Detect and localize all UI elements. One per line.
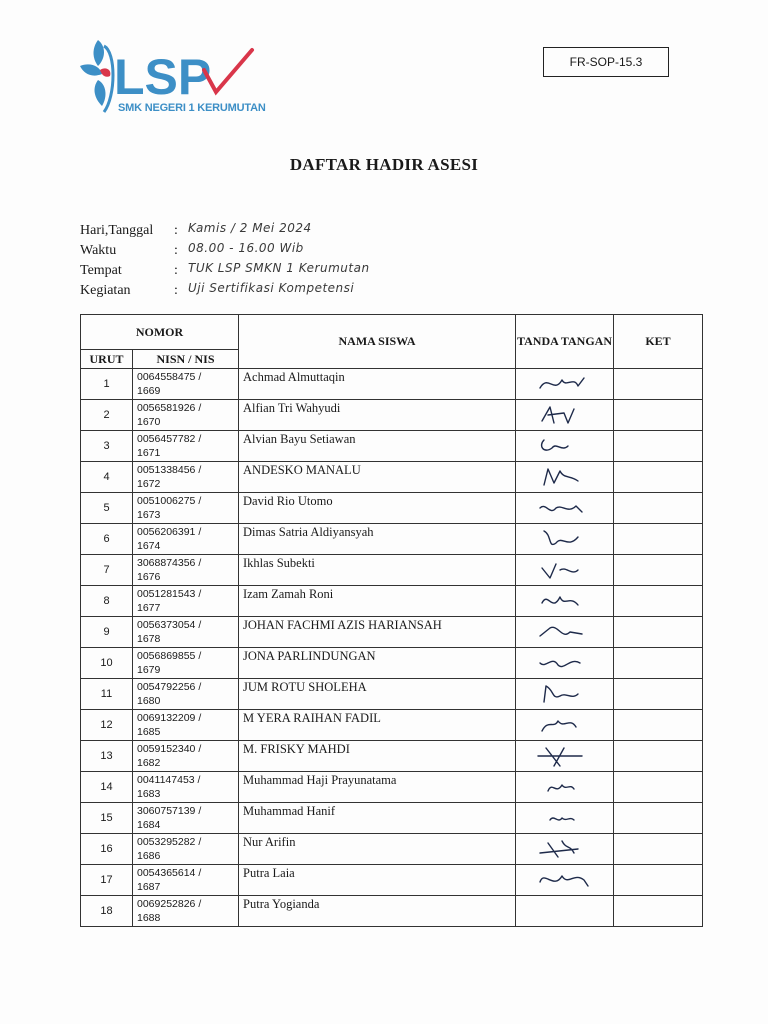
cell-signature bbox=[516, 679, 614, 710]
cell-urut: 3 bbox=[81, 431, 133, 462]
cell-nisn bbox=[133, 803, 239, 834]
cell-ket bbox=[614, 648, 703, 679]
cell-nisn bbox=[133, 617, 239, 648]
cell-nisn bbox=[133, 431, 239, 462]
nis-number: 1687 bbox=[137, 881, 161, 893]
nis-number: 1686 bbox=[137, 850, 161, 862]
nisn-number: 0056869855 / bbox=[137, 650, 202, 662]
cell-urut: 15 bbox=[81, 803, 133, 834]
nis-number: 1673 bbox=[137, 509, 161, 521]
header-nisn: NISN / NIS bbox=[133, 350, 239, 369]
signature-scribble bbox=[516, 680, 612, 708]
cell-urut: 12 bbox=[81, 710, 133, 741]
cell-nisn bbox=[133, 555, 239, 586]
cell-nisn bbox=[133, 896, 239, 927]
signature-scribble bbox=[516, 804, 612, 832]
signature-scribble bbox=[516, 835, 612, 863]
nisn-number: 0041147453 / bbox=[137, 774, 201, 786]
cell-ket bbox=[614, 431, 703, 462]
info-value-handwritten: Uji Sertifikasi Kompetensi bbox=[188, 281, 355, 295]
cell-student-name: David Rio Utomo bbox=[239, 493, 516, 524]
nis-number: 1682 bbox=[137, 757, 161, 769]
table-row bbox=[81, 865, 703, 896]
cell-student-name: Alfian Tri Wahyudi bbox=[239, 400, 516, 431]
cell-nisn bbox=[133, 586, 239, 617]
nis-number: 1688 bbox=[137, 912, 161, 924]
table-row bbox=[81, 586, 703, 617]
cell-ket bbox=[614, 369, 703, 400]
table-row bbox=[81, 679, 703, 710]
cell-ket bbox=[614, 896, 703, 927]
cell-ket bbox=[614, 617, 703, 648]
table-row bbox=[81, 648, 703, 679]
nis-number: 1685 bbox=[137, 726, 161, 738]
nisn-number: 0053295282 / bbox=[137, 836, 202, 848]
nis-number: 1677 bbox=[137, 602, 161, 614]
info-value-handwritten: 08.00 - 16.00 Wib bbox=[188, 241, 304, 255]
info-label: Kegiatan bbox=[80, 283, 131, 298]
info-value-handwritten: TUK LSP SMKN 1 Kerumutan bbox=[188, 261, 370, 275]
cell-signature bbox=[516, 741, 614, 772]
cell-student-name: M. FRISKY MAHDI bbox=[239, 741, 516, 772]
signature-scribble bbox=[516, 711, 612, 739]
lsp-logo bbox=[76, 36, 266, 122]
cell-ket bbox=[614, 586, 703, 617]
signature-scribble bbox=[516, 525, 612, 553]
table-row bbox=[81, 462, 703, 493]
cell-nisn bbox=[133, 741, 239, 772]
header-urut: URUT bbox=[81, 350, 133, 369]
cell-urut: 9 bbox=[81, 617, 133, 648]
nisn-number: 0051338456 / bbox=[137, 464, 202, 476]
nis-number: 1679 bbox=[137, 664, 161, 676]
cell-nisn bbox=[133, 648, 239, 679]
nis-number: 1671 bbox=[137, 447, 161, 459]
cell-nisn bbox=[133, 369, 239, 400]
cell-nisn bbox=[133, 400, 239, 431]
nisn-number: 0069252826 / bbox=[137, 898, 202, 910]
info-label: Waktu bbox=[80, 243, 117, 258]
signature-scribble bbox=[516, 463, 612, 491]
cell-ket bbox=[614, 493, 703, 524]
table-row bbox=[81, 896, 703, 927]
nisn-number: 0056581926 / bbox=[137, 402, 202, 414]
cell-ket bbox=[614, 555, 703, 586]
signature-scribble bbox=[516, 432, 612, 460]
cell-nisn bbox=[133, 772, 239, 803]
cell-student-name: ANDESKO MANALU bbox=[239, 462, 516, 493]
cell-urut: 10 bbox=[81, 648, 133, 679]
header-tanda: TANDA TANGAN bbox=[516, 315, 614, 369]
cell-urut: 16 bbox=[81, 834, 133, 865]
header-nama: NAMA SISWA bbox=[239, 315, 516, 369]
cell-nisn bbox=[133, 679, 239, 710]
cell-urut: 4 bbox=[81, 462, 133, 493]
cell-student-name: Muhammad Haji Prayunatama bbox=[239, 772, 516, 803]
cell-signature bbox=[516, 431, 614, 462]
nis-number: 1674 bbox=[137, 540, 161, 552]
nis-number: 1669 bbox=[137, 385, 161, 397]
cell-ket bbox=[614, 524, 703, 555]
nis-number: 1680 bbox=[137, 695, 161, 707]
cell-student-name: JUM ROTU SHOLEHA bbox=[239, 679, 516, 710]
cell-ket bbox=[614, 865, 703, 896]
cell-signature bbox=[516, 369, 614, 400]
nisn-number: 0064558475 / bbox=[137, 371, 202, 383]
table-row bbox=[81, 834, 703, 865]
cell-student-name: Putra Laia bbox=[239, 865, 516, 896]
table-row bbox=[81, 803, 703, 834]
table-row bbox=[81, 710, 703, 741]
info-label: Tempat bbox=[80, 263, 122, 278]
nisn-number: 0051281543 / bbox=[137, 588, 202, 600]
signature-scribble bbox=[516, 866, 612, 894]
table-row bbox=[81, 741, 703, 772]
header-ket: KET bbox=[614, 315, 703, 369]
cell-student-name: JONA PARLINDUNGAN bbox=[239, 648, 516, 679]
signature-scribble bbox=[516, 556, 612, 584]
cell-signature bbox=[516, 555, 614, 586]
nisn-number: 3068874356 / bbox=[137, 557, 202, 569]
cell-nisn bbox=[133, 462, 239, 493]
cell-nisn bbox=[133, 493, 239, 524]
signature-scribble bbox=[516, 742, 612, 770]
cell-urut: 5 bbox=[81, 493, 133, 524]
nis-number: 1670 bbox=[137, 416, 161, 428]
cell-student-name: Izam Zamah Roni bbox=[239, 586, 516, 617]
cell-ket bbox=[614, 679, 703, 710]
header-nomor: NOMOR bbox=[81, 315, 239, 350]
nisn-number: 0056457782 / bbox=[137, 433, 202, 445]
cell-student-name: JOHAN FACHMI AZIS HARIANSAH bbox=[239, 617, 516, 648]
nis-number: 1684 bbox=[137, 819, 161, 831]
signature-scribble bbox=[516, 649, 612, 677]
cell-urut: 8 bbox=[81, 586, 133, 617]
cell-ket bbox=[614, 462, 703, 493]
nis-number: 1672 bbox=[137, 478, 161, 490]
attendance-table bbox=[80, 314, 703, 927]
nis-number: 1676 bbox=[137, 571, 161, 583]
cell-urut: 2 bbox=[81, 400, 133, 431]
cell-urut: 6 bbox=[81, 524, 133, 555]
cell-nisn bbox=[133, 524, 239, 555]
nisn-number: 0069132209 / bbox=[137, 712, 202, 724]
cell-signature bbox=[516, 648, 614, 679]
table-row bbox=[81, 555, 703, 586]
cell-signature bbox=[516, 834, 614, 865]
nisn-number: 0059152340 / bbox=[137, 743, 202, 755]
cell-nisn bbox=[133, 710, 239, 741]
page-title: DAFTAR HADIR ASESI bbox=[289, 155, 479, 174]
nisn-number: 0051006275 / bbox=[137, 495, 202, 507]
table-row bbox=[81, 369, 703, 400]
signature-scribble bbox=[516, 370, 612, 398]
cell-student-name: Nur Arifin bbox=[239, 834, 516, 865]
cell-student-name: Alvian Bayu Setiawan bbox=[239, 431, 516, 462]
cell-ket bbox=[614, 710, 703, 741]
cell-ket bbox=[614, 400, 703, 431]
cell-signature bbox=[516, 896, 614, 927]
cell-student-name: Dimas Satria Aldiyansyah bbox=[239, 524, 516, 555]
signature-scribble bbox=[516, 401, 612, 429]
cell-signature bbox=[516, 710, 614, 741]
cell-urut: 18 bbox=[81, 896, 133, 927]
cell-urut: 1 bbox=[81, 369, 133, 400]
signature-scribble bbox=[516, 494, 612, 522]
cell-urut: 11 bbox=[81, 679, 133, 710]
cell-signature bbox=[516, 617, 614, 648]
cell-signature bbox=[516, 462, 614, 493]
table-row bbox=[81, 400, 703, 431]
cell-signature bbox=[516, 803, 614, 834]
nisn-number: 0056206391 / bbox=[137, 526, 202, 538]
cell-signature bbox=[516, 586, 614, 617]
info-value-handwritten: Kamis / 2 Mei 2024 bbox=[188, 221, 312, 235]
cell-nisn bbox=[133, 834, 239, 865]
info-label: Hari,Tanggal bbox=[80, 223, 154, 238]
cell-ket bbox=[614, 772, 703, 803]
cell-nisn bbox=[133, 865, 239, 896]
cell-urut: 13 bbox=[81, 741, 133, 772]
nis-number: 1678 bbox=[137, 633, 161, 645]
nis-number: 1683 bbox=[137, 788, 161, 800]
cell-urut: 17 bbox=[81, 865, 133, 896]
cell-student-name: Putra Yogianda bbox=[239, 896, 516, 927]
signature-scribble bbox=[516, 618, 612, 646]
cell-signature bbox=[516, 400, 614, 431]
nisn-number: 0054792256 / bbox=[137, 681, 202, 693]
cell-signature bbox=[516, 772, 614, 803]
cell-ket bbox=[614, 741, 703, 772]
table-row bbox=[81, 493, 703, 524]
nisn-number: 3060757139 / bbox=[137, 805, 202, 817]
cell-student-name: Muhammad Hanif bbox=[239, 803, 516, 834]
cell-student-name: M YERA RAIHAN FADIL bbox=[239, 710, 516, 741]
cell-urut: 7 bbox=[81, 555, 133, 586]
logo-subtitle: SMK NEGERI 1 KERUMUTAN bbox=[118, 102, 266, 114]
cell-urut: 14 bbox=[81, 772, 133, 803]
cell-signature bbox=[516, 865, 614, 896]
table-row bbox=[81, 524, 703, 555]
form-code: FR-SOP-15.3 bbox=[543, 47, 669, 77]
nisn-number: 0056373054 / bbox=[137, 619, 202, 631]
cell-ket bbox=[614, 834, 703, 865]
cell-student-name: Ikhlas Subekti bbox=[239, 555, 516, 586]
signature-scribble bbox=[516, 773, 612, 801]
cell-signature bbox=[516, 524, 614, 555]
cell-ket bbox=[614, 803, 703, 834]
cell-signature bbox=[516, 493, 614, 524]
table-row bbox=[81, 431, 703, 462]
table-row bbox=[81, 617, 703, 648]
table-row bbox=[81, 772, 703, 803]
logo-letters: LSP bbox=[114, 49, 212, 105]
signature-scribble bbox=[516, 587, 612, 615]
cell-student-name: Achmad Almuttaqin bbox=[239, 369, 516, 400]
nisn-number: 0054365614 / bbox=[137, 867, 202, 879]
